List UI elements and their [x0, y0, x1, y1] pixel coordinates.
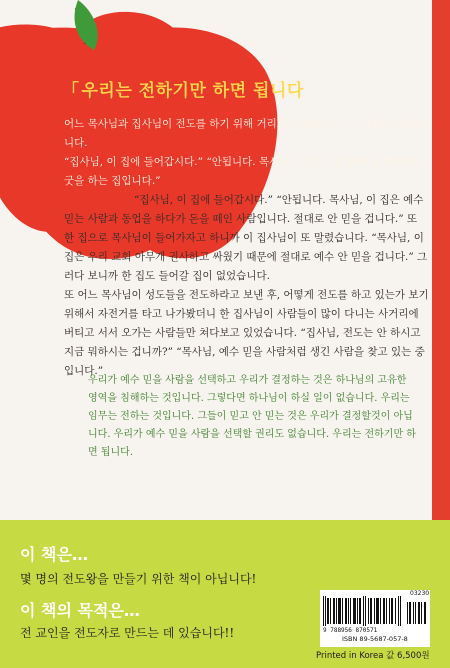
barcode-icon [323, 596, 427, 626]
paragraph-3: “집사님, 이 집에 들어갑시다.” “안됩니다. 목사님, 이 집은 예수 믿는 사람과 동업을 하다가 돈을 떼인 사람입니다. 절대로 안 믿을 겁니다.” 또 한 집으로 목사님이 들어가자고 하니까 이 집사님이 또 말렸습니다. “목사님, 이 집은 우리 교회 아무개 권사하고 싸웠기 때문에 절대로 예수 안 믿을 겁니다.” 그러다 보니까 한 집도 들어갈 집이 없었습니다. [64, 194, 428, 282]
barcode-area [320, 590, 430, 647]
footer-heading-2: 이 책의 목적은… [20, 601, 140, 620]
paragraph-2: “집사님, 이 집에 들어갑시다.” “안됩니다. 목사님, 이 집은 일 년에 세 번씩이나 굿을 하는 집입니다.” [64, 156, 425, 187]
barcode-number: 9 788956 870571 [323, 627, 378, 634]
green-conclusion-text: 우리가 예수 믿을 사람을 선택하고 우리가 결정하는 것은 하나님의 고유한 영역을 침해하는 것입니다. 그렇다면 하나님이 하실 일이 없습니다. 우리는 임무는 전하는 것입니다. 그들이 믿고 안 믿는 것은 우리가 결정할것이 아닙니다. 우리가 예수 믿을 사람을 선택할 권리도 없습니다. 우리는 전하기만 하면 됩니다. [88, 375, 416, 458]
barcode-addon: 03230 [410, 590, 430, 597]
story-text [64, 115, 430, 381]
page-title [62, 76, 304, 101]
title-text: 우리는 전하기만 하면 됩니다 [81, 81, 304, 101]
title-bracket: 「 [62, 81, 80, 101]
footer-heading-1: 이 책은… [20, 545, 88, 564]
right-red-strip [432, 0, 450, 520]
price-line: Printed in Korea 값 6,500원 [316, 651, 430, 661]
footer-text-1: 몇 명의 전도왕을 만들기 위한 책이 아닙니다! [20, 572, 257, 586]
paragraph-1: 어느 목사님과 집사님이 전도를 하기 위해 거리로 나섰습니다. 두 사람의 대화입니다. [64, 118, 426, 149]
paragraph-4: 또 어느 목사님이 성도들을 전도하라고 보낸 후, 어떻게 전도를 하고 있는가 보기 위해서 자전거를 타고 나가봤더니 한 집사님이 사람들이 많이 다니는 사거리에 버티고 서서 오가는 사람들만 쳐다보고 있었습니다. “집사님, 전도는 안 하시고 지금 뭐하시는 겁니까?” “목사님, 예수 믿을 사람처럼 생긴 사람을 찾고 있는 중입니다.” [64, 289, 429, 377]
isbn-text: ISBN 89-5687-057-8 [342, 635, 408, 643]
footer-text-2: 전 교인을 전도자로 만드는 데 있습니다!! [20, 626, 235, 640]
